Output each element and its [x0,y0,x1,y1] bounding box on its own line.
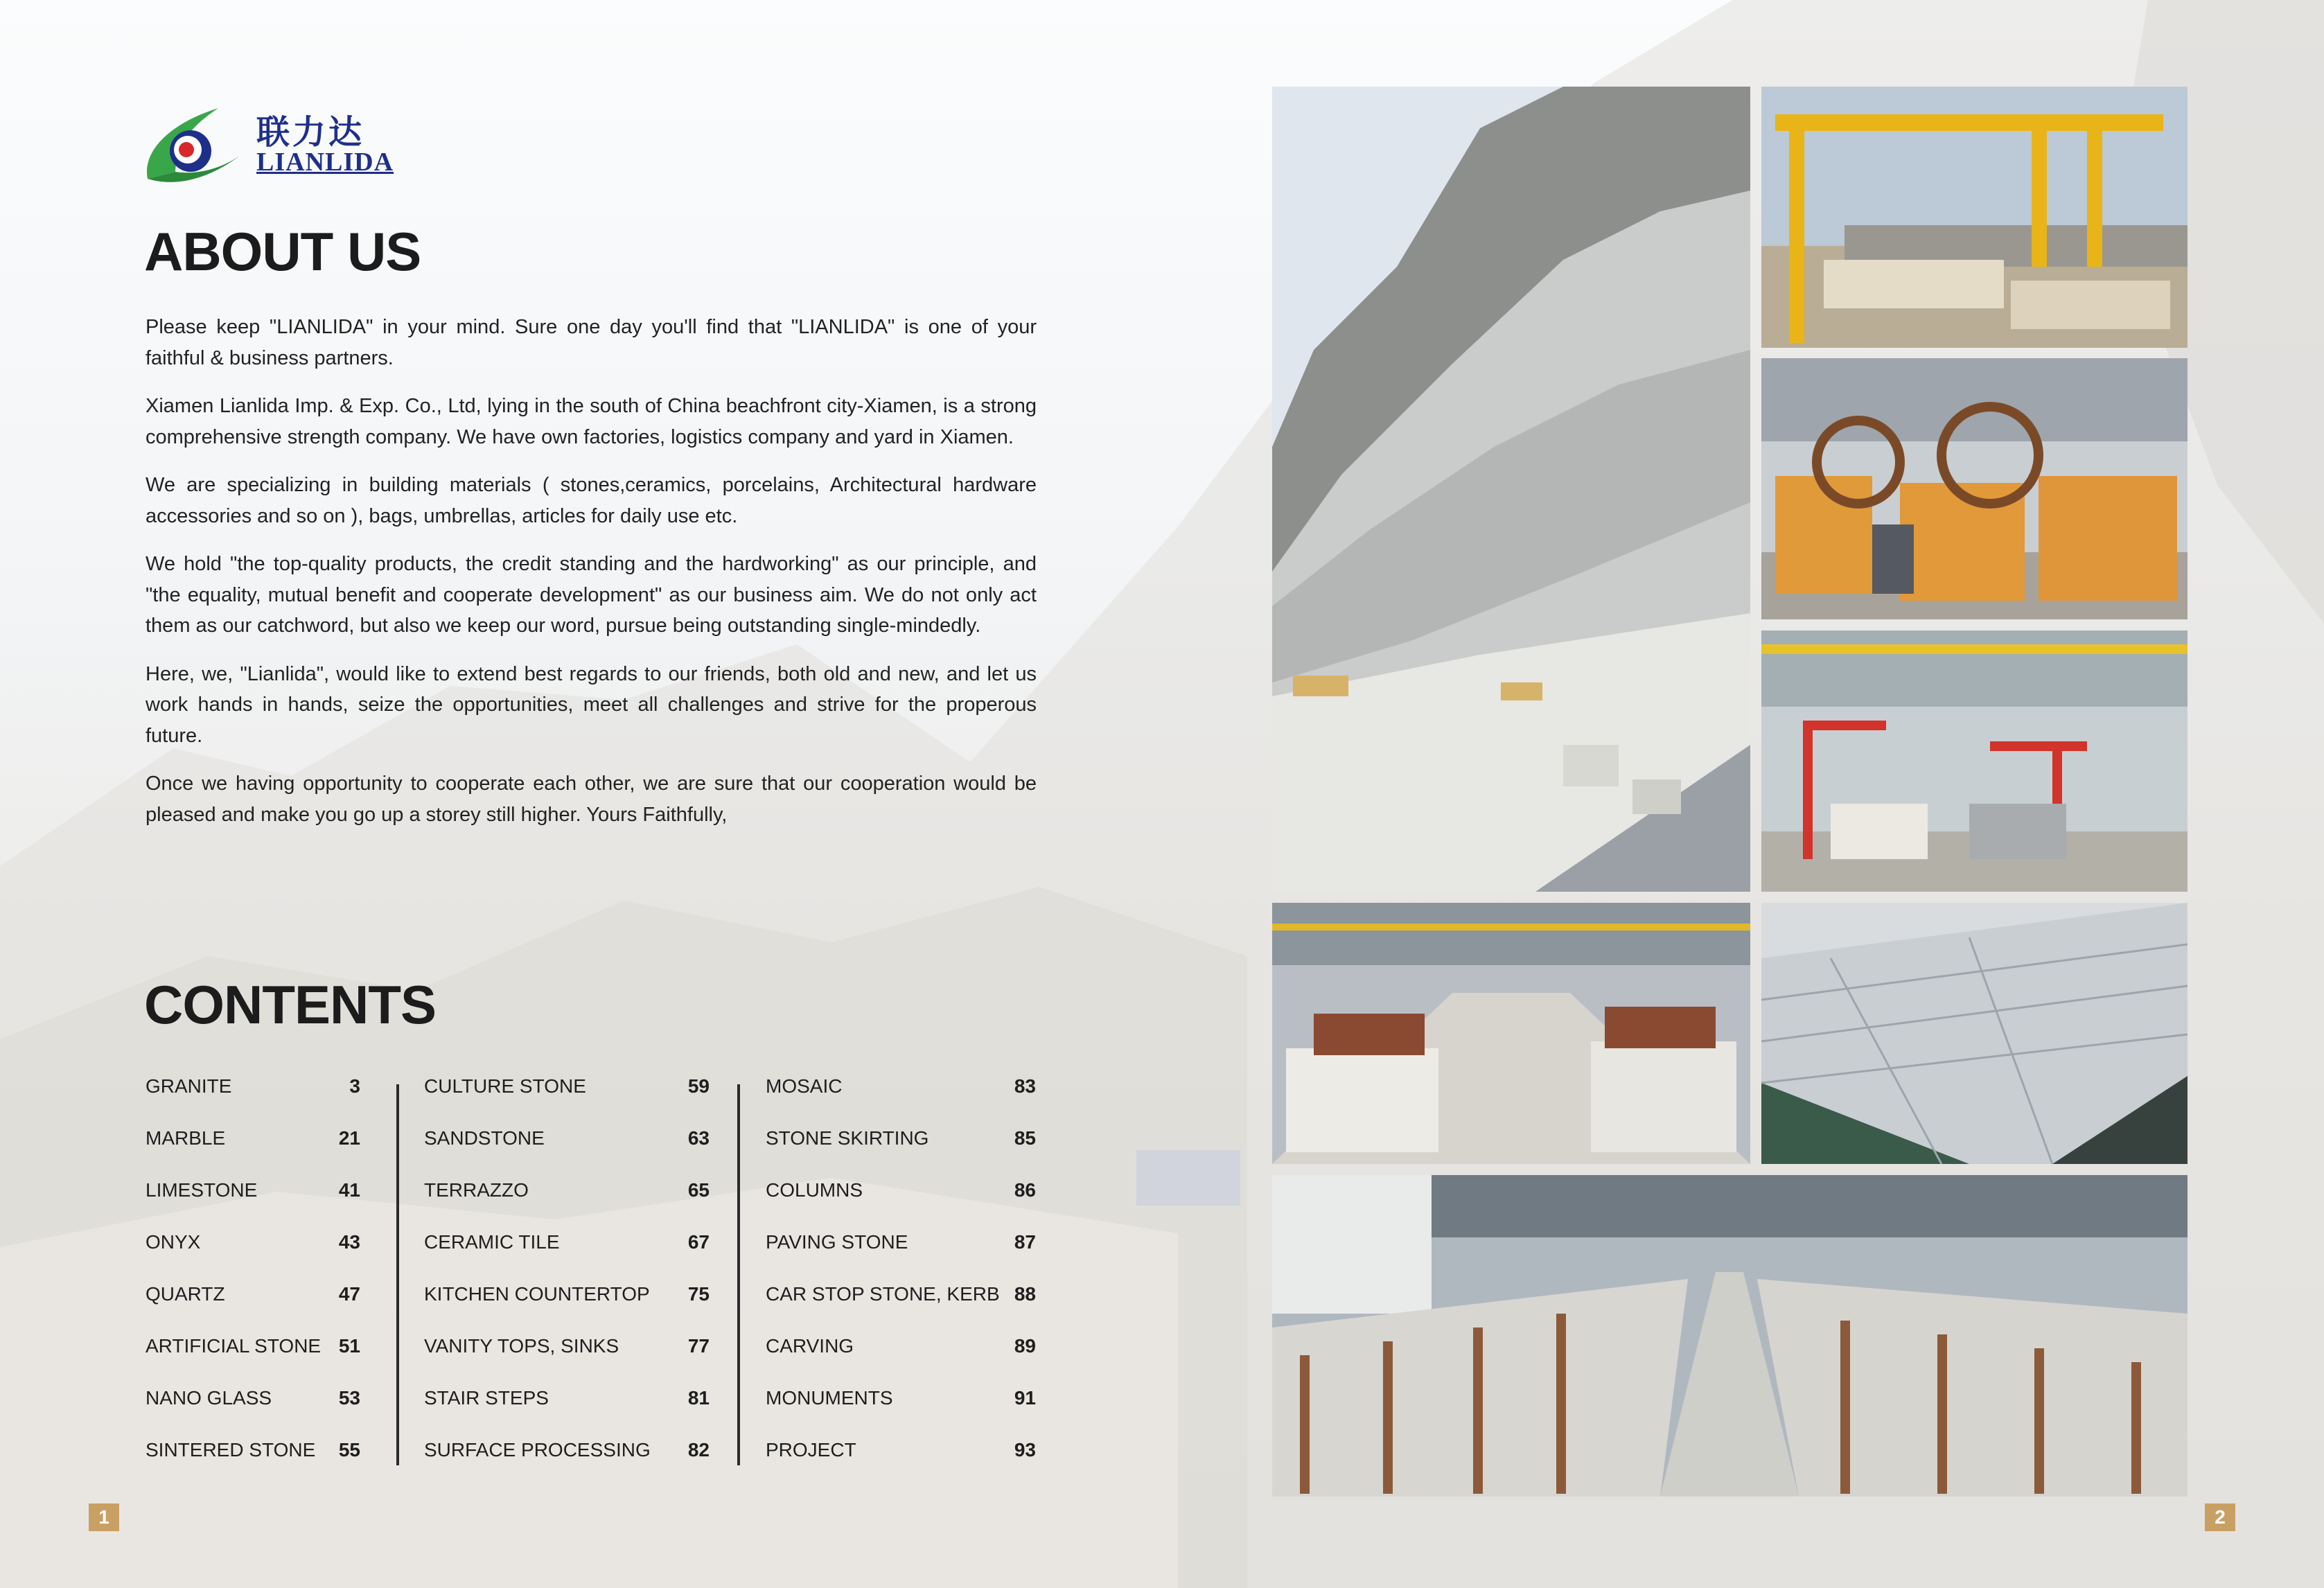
paving-floor-photo [1761,903,2187,1164]
contents-entry[interactable] [146,1179,360,1231]
about-us-heading: ABOUT US [144,221,421,282]
column-divider [396,1084,399,1465]
entry-label: KITCHEN COUNTERTOP [424,1283,650,1305]
entry-label: CERAMIC TILE [424,1231,560,1253]
contents-entry[interactable] [146,1387,360,1439]
entry-label: QUARTZ [146,1283,225,1305]
entry-page: 82 [687,1439,710,1461]
entry-page: 67 [687,1231,710,1253]
entry-page: 91 [1014,1387,1036,1409]
entry-page: 81 [687,1387,710,1409]
entry-label: SANDSTONE [424,1127,545,1149]
page-number-left: 1 [89,1503,119,1531]
contents-entry[interactable] [424,1127,710,1179]
contents-entry[interactable] [146,1231,360,1283]
entry-page: 65 [687,1179,710,1201]
about-paragraph: Xiamen Lianlida Imp. & Exp. Co., Ltd, lying in the south of China beachfront city-Xiamen, is a strong comprehensive strength company. We have own factories, logistics company and yard in Xiamen. [146,395,1037,448]
lianlida-logo-icon [142,103,253,189]
company-logo [142,103,394,189]
about-paragraph: Please keep "LIANLIDA" in your mind. Sure one day you'll find that "LIANLIDA" is one of your faithful & business partners. [146,316,1037,369]
entry-label: SINTERED STONE [146,1439,316,1461]
contents-entry[interactable] [766,1075,1036,1127]
entry-label: STONE SKIRTING [766,1127,929,1149]
entry-label: MARBLE [146,1127,226,1149]
cutting-machines-photo [1761,358,2187,619]
entry-page: 89 [1014,1335,1036,1357]
slab-racks-warehouse-photo [1272,1175,2187,1497]
entry-label: NANO GLASS [146,1387,272,1409]
contents-column-1 [146,1075,360,1491]
entry-page: 85 [1014,1127,1036,1149]
page-number-right: 2 [2205,1503,2235,1531]
logo-chinese-name: 联力达 [256,113,365,152]
entry-label: CAR STOP STONE, KERB [766,1283,1000,1305]
about-paragraph: We are specializing in building materials ( stones,ceramics, porcelains, Architectural hardware accessories and so on ), bags, umbrellas, articles for daily use etc. [146,474,1037,527]
contents-entry[interactable] [424,1179,710,1231]
entry-page: 86 [1014,1179,1036,1201]
contents-entry[interactable] [424,1283,710,1335]
about-us-body [146,312,1037,847]
about-paragraph: Here, we, "Lianlida", would like to extend best regards to our friends, both old and new, and let us work hands in hands, seize the opportunities, meet all challenges and strive for the properous future. [146,662,1037,747]
contents-entry[interactable] [766,1439,1036,1491]
contents-entry[interactable] [424,1439,710,1491]
contents-entry[interactable] [146,1335,360,1387]
contents-column-2 [424,1075,710,1491]
contents-entry[interactable] [424,1075,710,1127]
entry-label: VANITY TOPS, SINKS [424,1335,619,1357]
contents-entry[interactable] [146,1439,360,1491]
entry-label: TERRAZZO [424,1179,529,1201]
contents-entry[interactable] [766,1179,1036,1231]
entry-page: 59 [687,1075,710,1097]
entry-page: 43 [338,1231,360,1253]
entry-label: GRANITE [146,1075,232,1097]
contents-entry[interactable] [766,1387,1036,1439]
entry-label: MONUMENTS [766,1387,893,1409]
contents-entry[interactable] [424,1335,710,1387]
column-divider [737,1084,740,1465]
contents-entry[interactable] [424,1387,710,1439]
contents-entry[interactable] [766,1335,1036,1387]
contents-column-3 [766,1075,1036,1491]
about-paragraph: We hold "the top-quality products, the credit standing and the hardworking" as our principle, and "the equality, mutual benefit and cooperate development" as our business aim. We do not only act them as our catchword, but also we keep our word, pursue being outstanding single-mindedly. [146,553,1037,637]
entry-label: ARTIFICIAL STONE [146,1335,322,1357]
entry-label: SURFACE PROCESSING [424,1439,651,1461]
gantry-crane-yard-photo [1761,87,2187,348]
entry-label: MOSAIC [766,1075,843,1097]
contents-entry[interactable] [766,1231,1036,1283]
entry-page: 93 [1014,1439,1036,1461]
entry-page: 83 [1014,1075,1036,1097]
entry-label: PROJECT [766,1439,856,1461]
entry-label: CULTURE STONE [424,1075,586,1097]
entry-page: 88 [1014,1283,1036,1305]
contents-entry[interactable] [766,1127,1036,1179]
contents-entry[interactable] [146,1283,360,1335]
entry-label: LIMESTONE [146,1179,258,1201]
contents-entry[interactable] [146,1127,360,1179]
entry-page: 51 [338,1335,360,1357]
entry-page: 3 [349,1075,360,1097]
logo-english-name: LIANLIDA [256,148,394,177]
contents-heading: CONTENTS [144,974,436,1035]
entry-page: 87 [1014,1231,1036,1253]
entry-page: 41 [338,1179,360,1201]
contents-entry[interactable] [146,1075,360,1127]
entry-page: 75 [687,1283,710,1305]
entry-label: ONYX [146,1231,201,1253]
entry-page: 47 [338,1283,360,1305]
entry-label: CARVING [766,1335,854,1357]
contents-entry[interactable] [766,1283,1036,1335]
entry-label: COLUMNS [766,1179,863,1201]
entry-page: 77 [687,1335,710,1357]
marble-quarry-photo [1272,87,1750,892]
slab-warehouse-photo [1272,903,1750,1164]
about-paragraph: Once we having opportunity to cooperate each other, we are sure that our cooperation would be pleased and make you go up a storey still higher. Yours Faithfully, [146,773,1037,826]
contents-entry[interactable] [424,1231,710,1283]
entry-label: PAVING STONE [766,1231,908,1253]
entry-page: 21 [338,1127,360,1149]
entry-label: STAIR STEPS [424,1387,549,1409]
factory-cranes-photo [1761,630,2187,892]
entry-page: 63 [687,1127,710,1149]
entry-page: 53 [338,1387,360,1409]
entry-page: 55 [338,1439,360,1461]
